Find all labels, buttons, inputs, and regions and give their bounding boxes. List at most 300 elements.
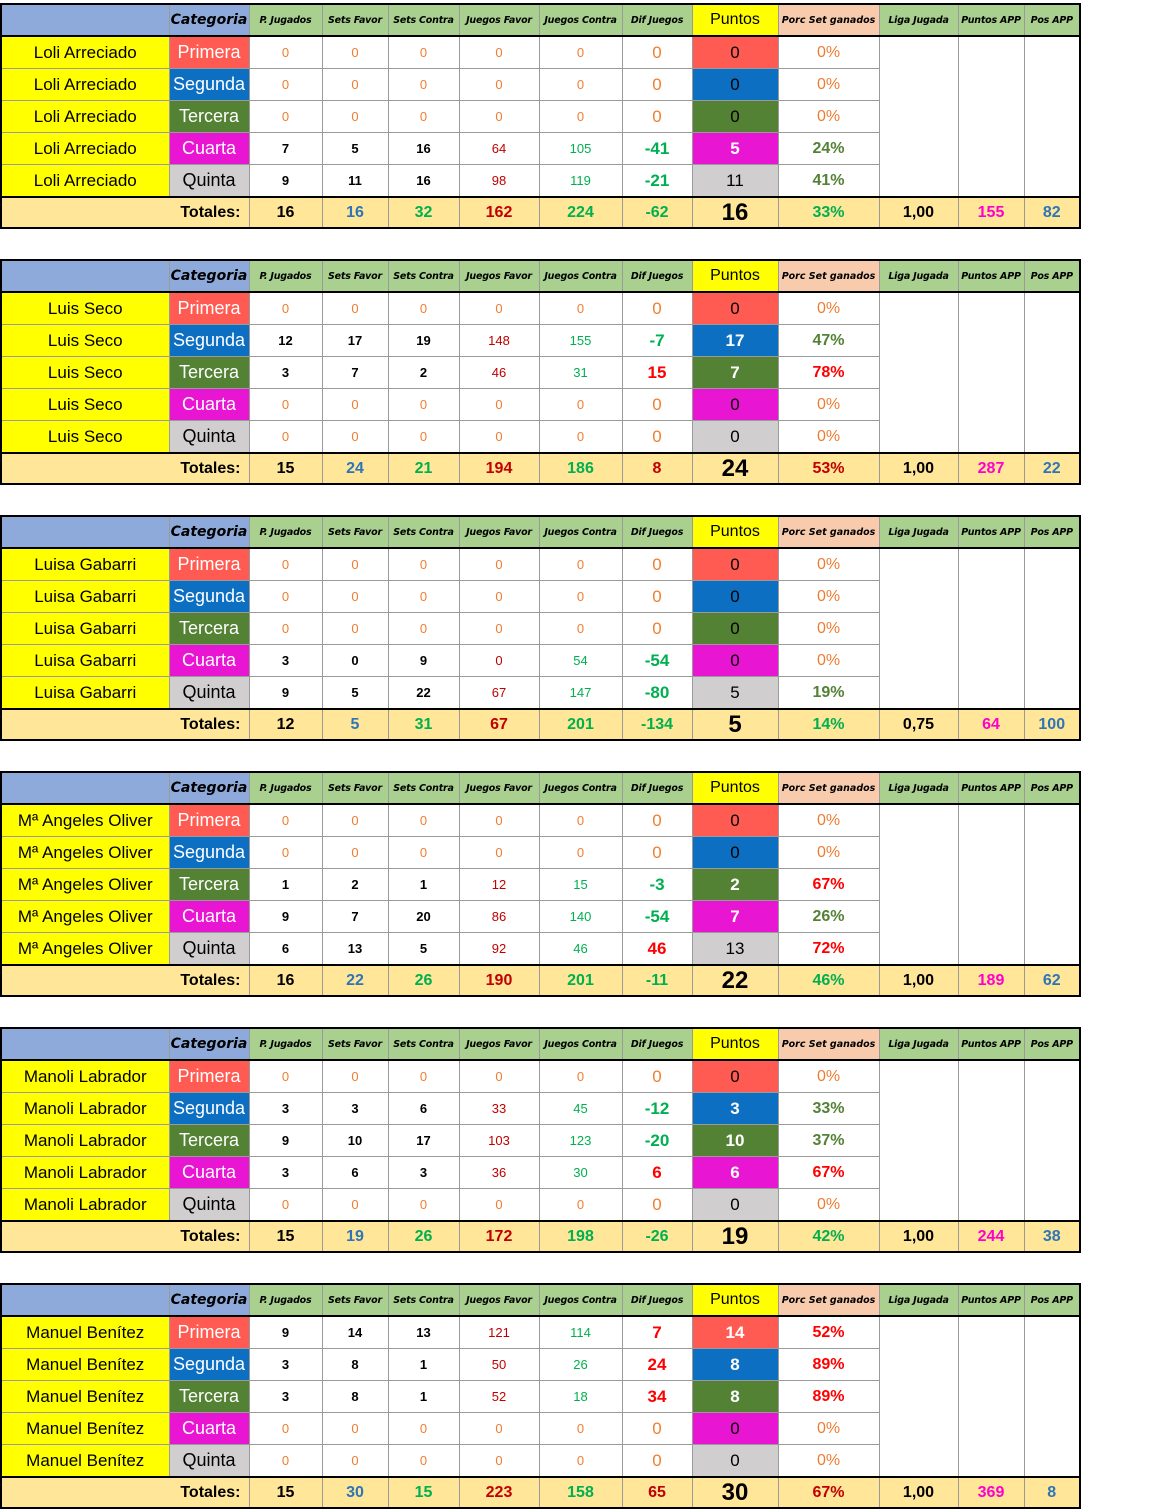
totals-label[interactable]: Totales: [1, 197, 249, 228]
juegos-contra-cell[interactable]: 0 [539, 1060, 622, 1093]
player-name-cell[interactable]: Mª Angeles Oliver [1, 869, 169, 901]
puntos-app-empty-cell[interactable] [958, 1060, 1024, 1221]
dif-juegos-cell[interactable]: 0 [622, 837, 692, 869]
header-juegos-contra[interactable]: Juegos Contra [539, 4, 622, 36]
total-liga-jugada[interactable]: 0,75 [879, 709, 958, 740]
sets-contra-cell[interactable]: 0 [388, 1445, 459, 1478]
liga-jugada-empty-cell[interactable] [879, 1060, 958, 1221]
header-juegos-contra[interactable]: Juegos Contra [539, 260, 622, 292]
player-name-cell[interactable]: Manoli Labrador [1, 1125, 169, 1157]
sets-favor-cell[interactable]: 2 [322, 869, 388, 901]
dif-juegos-cell[interactable]: -20 [622, 1125, 692, 1157]
porc-set-cell[interactable]: 0% [778, 292, 879, 325]
dif-juegos-cell[interactable]: 46 [622, 933, 692, 966]
header-puntos[interactable]: Puntos [692, 1284, 778, 1316]
dif-juegos-cell[interactable]: 0 [622, 1413, 692, 1445]
liga-jugada-empty-cell[interactable] [879, 804, 958, 965]
total-sets-favor[interactable]: 24 [322, 453, 388, 484]
puntos-cell[interactable]: 5 [692, 133, 778, 165]
player-name-cell[interactable]: Manuel Benítez [1, 1445, 169, 1478]
header-juegos-favor[interactable]: Juegos Favor [459, 772, 539, 804]
header-categoria[interactable]: Categoria [169, 4, 249, 36]
juegos-contra-cell[interactable]: 30 [539, 1157, 622, 1189]
header-blank-cell[interactable] [1, 516, 169, 548]
p-jugados-cell[interactable]: 0 [249, 1445, 322, 1478]
player-name-cell[interactable]: Manuel Benítez [1, 1316, 169, 1349]
sets-contra-cell[interactable]: 0 [388, 292, 459, 325]
sets-contra-cell[interactable]: 1 [388, 1349, 459, 1381]
juegos-favor-cell[interactable]: 36 [459, 1157, 539, 1189]
total-p-jugados[interactable]: 15 [249, 453, 322, 484]
pos-app-empty-cell[interactable] [1024, 1060, 1080, 1221]
sets-favor-cell[interactable]: 0 [322, 804, 388, 837]
header-sets-contra[interactable]: Sets Contra [388, 4, 459, 36]
juegos-favor-cell[interactable]: 0 [459, 1445, 539, 1478]
juegos-contra-cell[interactable]: 0 [539, 548, 622, 581]
dif-juegos-cell[interactable]: -54 [622, 645, 692, 677]
totals-label[interactable]: Totales: [1, 1477, 249, 1508]
juegos-contra-cell[interactable]: 123 [539, 1125, 622, 1157]
category-cell[interactable]: Segunda [169, 581, 249, 613]
juegos-contra-cell[interactable]: 0 [539, 804, 622, 837]
puntos-cell[interactable]: 5 [692, 677, 778, 710]
sets-contra-cell[interactable]: 0 [388, 36, 459, 69]
juegos-contra-cell[interactable]: 0 [539, 292, 622, 325]
total-puntos-app[interactable]: 64 [958, 709, 1024, 740]
dif-juegos-cell[interactable]: 0 [622, 421, 692, 454]
sets-contra-cell[interactable]: 0 [388, 581, 459, 613]
p-jugados-cell[interactable]: 0 [249, 1413, 322, 1445]
puntos-cell[interactable]: 0 [692, 645, 778, 677]
juegos-favor-cell[interactable]: 0 [459, 581, 539, 613]
dif-juegos-cell[interactable]: 0 [622, 292, 692, 325]
total-sets-contra[interactable]: 26 [388, 1221, 459, 1252]
p-jugados-cell[interactable]: 3 [249, 1157, 322, 1189]
juegos-contra-cell[interactable]: 0 [539, 36, 622, 69]
header-categoria[interactable]: Categoria [169, 1284, 249, 1316]
header-puntos[interactable]: Puntos [692, 516, 778, 548]
header-pos-app[interactable]: Pos APP [1024, 1284, 1080, 1316]
liga-jugada-empty-cell[interactable] [879, 36, 958, 197]
juegos-contra-cell[interactable]: 18 [539, 1381, 622, 1413]
porc-set-cell[interactable]: 67% [778, 1157, 879, 1189]
total-pos-app[interactable]: 38 [1024, 1221, 1080, 1252]
porc-set-cell[interactable]: 0% [778, 1413, 879, 1445]
sets-contra-cell[interactable]: 16 [388, 165, 459, 198]
sets-contra-cell[interactable]: 0 [388, 613, 459, 645]
sets-contra-cell[interactable]: 3 [388, 1157, 459, 1189]
p-jugados-cell[interactable]: 3 [249, 645, 322, 677]
total-juegos-contra[interactable]: 201 [539, 965, 622, 996]
header-porc-set[interactable]: Porc Set ganados [778, 4, 879, 36]
header-liga-jugada[interactable]: Liga Jugada [879, 516, 958, 548]
total-puntos-app[interactable]: 155 [958, 197, 1024, 228]
puntos-cell[interactable]: 0 [692, 1445, 778, 1478]
total-puntos[interactable]: 16 [692, 197, 778, 228]
header-juegos-contra[interactable]: Juegos Contra [539, 516, 622, 548]
category-cell[interactable]: Cuarta [169, 1413, 249, 1445]
puntos-app-empty-cell[interactable] [958, 548, 1024, 709]
juegos-favor-cell[interactable]: 0 [459, 837, 539, 869]
sets-favor-cell[interactable]: 0 [322, 421, 388, 454]
dif-juegos-cell[interactable]: 0 [622, 69, 692, 101]
sets-contra-cell[interactable]: 16 [388, 133, 459, 165]
player-name-cell[interactable]: Manuel Benítez [1, 1381, 169, 1413]
juegos-contra-cell[interactable]: 26 [539, 1349, 622, 1381]
juegos-contra-cell[interactable]: 54 [539, 645, 622, 677]
sets-favor-cell[interactable]: 3 [322, 1093, 388, 1125]
total-liga-jugada[interactable]: 1,00 [879, 1221, 958, 1252]
totals-label[interactable]: Totales: [1, 1221, 249, 1252]
puntos-cell[interactable]: 0 [692, 36, 778, 69]
juegos-contra-cell[interactable]: 119 [539, 165, 622, 198]
porc-set-cell[interactable]: 89% [778, 1381, 879, 1413]
puntos-cell[interactable]: 0 [692, 613, 778, 645]
puntos-cell[interactable]: 7 [692, 901, 778, 933]
header-sets-favor[interactable]: Sets Favor [322, 1284, 388, 1316]
dif-juegos-cell[interactable]: -21 [622, 165, 692, 198]
puntos-cell[interactable]: 0 [692, 101, 778, 133]
dif-juegos-cell[interactable]: 0 [622, 548, 692, 581]
porc-set-cell[interactable]: 0% [778, 69, 879, 101]
header-porc-set[interactable]: Porc Set ganados [778, 772, 879, 804]
category-cell[interactable]: Quinta [169, 933, 249, 966]
total-puntos-app[interactable]: 244 [958, 1221, 1024, 1252]
puntos-cell[interactable]: 17 [692, 325, 778, 357]
dif-juegos-cell[interactable]: 0 [622, 1189, 692, 1222]
header-sets-favor[interactable]: Sets Favor [322, 260, 388, 292]
header-porc-set[interactable]: Porc Set ganados [778, 260, 879, 292]
porc-set-cell[interactable]: 24% [778, 133, 879, 165]
juegos-favor-cell[interactable]: 50 [459, 1349, 539, 1381]
total-porc-set[interactable]: 14% [778, 709, 879, 740]
juegos-contra-cell[interactable]: 0 [539, 69, 622, 101]
total-sets-contra[interactable]: 32 [388, 197, 459, 228]
total-p-jugados[interactable]: 12 [249, 709, 322, 740]
header-porc-set[interactable]: Porc Set ganados [778, 1028, 879, 1060]
porc-set-cell[interactable]: 0% [778, 645, 879, 677]
player-name-cell[interactable]: Manoli Labrador [1, 1189, 169, 1222]
juegos-favor-cell[interactable]: 148 [459, 325, 539, 357]
sets-contra-cell[interactable]: 0 [388, 101, 459, 133]
juegos-contra-cell[interactable]: 0 [539, 1413, 622, 1445]
total-sets-contra[interactable]: 21 [388, 453, 459, 484]
juegos-contra-cell[interactable]: 0 [539, 101, 622, 133]
p-jugados-cell[interactable]: 0 [249, 69, 322, 101]
porc-set-cell[interactable]: 0% [778, 36, 879, 69]
juegos-favor-cell[interactable]: 98 [459, 165, 539, 198]
total-juegos-contra[interactable]: 186 [539, 453, 622, 484]
dif-juegos-cell[interactable]: -3 [622, 869, 692, 901]
p-jugados-cell[interactable]: 0 [249, 36, 322, 69]
sets-contra-cell[interactable]: 13 [388, 1316, 459, 1349]
sets-contra-cell[interactable]: 0 [388, 548, 459, 581]
p-jugados-cell[interactable]: 9 [249, 901, 322, 933]
puntos-cell[interactable]: 0 [692, 292, 778, 325]
header-liga-jugada[interactable]: Liga Jugada [879, 1284, 958, 1316]
porc-set-cell[interactable]: 0% [778, 389, 879, 421]
category-cell[interactable]: Quinta [169, 1189, 249, 1222]
juegos-contra-cell[interactable]: 46 [539, 933, 622, 966]
p-jugados-cell[interactable]: 0 [249, 389, 322, 421]
category-cell[interactable]: Primera [169, 292, 249, 325]
dif-juegos-cell[interactable]: 34 [622, 1381, 692, 1413]
total-p-jugados[interactable]: 16 [249, 965, 322, 996]
puntos-cell[interactable]: 0 [692, 389, 778, 421]
juegos-favor-cell[interactable]: 103 [459, 1125, 539, 1157]
header-p-jugados[interactable]: P. Jugados [249, 516, 322, 548]
p-jugados-cell[interactable]: 6 [249, 933, 322, 966]
total-juegos-contra[interactable]: 201 [539, 709, 622, 740]
player-name-cell[interactable]: Luis Seco [1, 325, 169, 357]
puntos-cell[interactable]: 8 [692, 1381, 778, 1413]
player-name-cell[interactable]: Loli Arreciado [1, 36, 169, 69]
total-juegos-contra[interactable]: 224 [539, 197, 622, 228]
category-cell[interactable]: Tercera [169, 1125, 249, 1157]
sets-favor-cell[interactable]: 0 [322, 1060, 388, 1093]
player-name-cell[interactable]: Luis Seco [1, 357, 169, 389]
header-juegos-favor[interactable]: Juegos Favor [459, 1028, 539, 1060]
category-cell[interactable]: Tercera [169, 1381, 249, 1413]
dif-juegos-cell[interactable]: -54 [622, 901, 692, 933]
porc-set-cell[interactable]: 0% [778, 548, 879, 581]
header-sets-contra[interactable]: Sets Contra [388, 516, 459, 548]
sets-contra-cell[interactable]: 0 [388, 837, 459, 869]
puntos-app-empty-cell[interactable] [958, 804, 1024, 965]
p-jugados-cell[interactable]: 0 [249, 804, 322, 837]
header-juegos-contra[interactable]: Juegos Contra [539, 772, 622, 804]
p-jugados-cell[interactable]: 0 [249, 421, 322, 454]
sets-favor-cell[interactable]: 0 [322, 389, 388, 421]
total-porc-set[interactable]: 53% [778, 453, 879, 484]
header-liga-jugada[interactable]: Liga Jugada [879, 260, 958, 292]
category-cell[interactable]: Tercera [169, 357, 249, 389]
header-puntos-app[interactable]: Puntos APP [958, 516, 1024, 548]
total-juegos-favor[interactable]: 162 [459, 197, 539, 228]
header-puntos[interactable]: Puntos [692, 4, 778, 36]
header-puntos-app[interactable]: Puntos APP [958, 1028, 1024, 1060]
juegos-favor-cell[interactable]: 0 [459, 389, 539, 421]
sets-favor-cell[interactable]: 0 [322, 645, 388, 677]
pos-app-empty-cell[interactable] [1024, 548, 1080, 709]
puntos-cell[interactable]: 2 [692, 869, 778, 901]
total-sets-favor[interactable]: 16 [322, 197, 388, 228]
player-name-cell[interactable]: Mª Angeles Oliver [1, 933, 169, 966]
total-liga-jugada[interactable]: 1,00 [879, 197, 958, 228]
player-name-cell[interactable]: Loli Arreciado [1, 133, 169, 165]
player-name-cell[interactable]: Mª Angeles Oliver [1, 837, 169, 869]
total-puntos[interactable]: 30 [692, 1477, 778, 1508]
header-puntos-app[interactable]: Puntos APP [958, 260, 1024, 292]
sets-favor-cell[interactable]: 0 [322, 581, 388, 613]
header-puntos-app[interactable]: Puntos APP [958, 1284, 1024, 1316]
header-dif-juegos[interactable]: Dif Juegos [622, 1028, 692, 1060]
total-p-jugados[interactable]: 15 [249, 1477, 322, 1508]
dif-juegos-cell[interactable]: 0 [622, 1060, 692, 1093]
p-jugados-cell[interactable]: 12 [249, 325, 322, 357]
total-liga-jugada[interactable]: 1,00 [879, 1477, 958, 1508]
sets-favor-cell[interactable]: 0 [322, 1413, 388, 1445]
header-puntos-app[interactable]: Puntos APP [958, 4, 1024, 36]
header-pos-app[interactable]: Pos APP [1024, 260, 1080, 292]
total-porc-set[interactable]: 42% [778, 1221, 879, 1252]
sets-contra-cell[interactable]: 5 [388, 933, 459, 966]
porc-set-cell[interactable]: 78% [778, 357, 879, 389]
header-categoria[interactable]: Categoria [169, 1028, 249, 1060]
liga-jugada-empty-cell[interactable] [879, 548, 958, 709]
category-cell[interactable]: Primera [169, 804, 249, 837]
category-cell[interactable]: Segunda [169, 837, 249, 869]
porc-set-cell[interactable]: 0% [778, 101, 879, 133]
header-sets-contra[interactable]: Sets Contra [388, 260, 459, 292]
total-sets-favor[interactable]: 5 [322, 709, 388, 740]
juegos-contra-cell[interactable]: 147 [539, 677, 622, 710]
player-name-cell[interactable]: Manoli Labrador [1, 1157, 169, 1189]
puntos-cell[interactable]: 14 [692, 1316, 778, 1349]
category-cell[interactable]: Quinta [169, 421, 249, 454]
juegos-contra-cell[interactable]: 15 [539, 869, 622, 901]
juegos-contra-cell[interactable]: 155 [539, 325, 622, 357]
category-cell[interactable]: Quinta [169, 1445, 249, 1478]
total-dif-juegos[interactable]: 65 [622, 1477, 692, 1508]
p-jugados-cell[interactable]: 1 [249, 869, 322, 901]
juegos-contra-cell[interactable]: 0 [539, 1445, 622, 1478]
total-pos-app[interactable]: 8 [1024, 1477, 1080, 1508]
p-jugados-cell[interactable]: 9 [249, 1125, 322, 1157]
puntos-cell[interactable]: 11 [692, 165, 778, 198]
totals-label[interactable]: Totales: [1, 965, 249, 996]
sets-contra-cell[interactable]: 20 [388, 901, 459, 933]
header-sets-contra[interactable]: Sets Contra [388, 772, 459, 804]
header-pos-app[interactable]: Pos APP [1024, 516, 1080, 548]
total-puntos-app[interactable]: 369 [958, 1477, 1024, 1508]
juegos-favor-cell[interactable]: 0 [459, 1060, 539, 1093]
player-name-cell[interactable]: Loli Arreciado [1, 101, 169, 133]
juegos-favor-cell[interactable]: 0 [459, 613, 539, 645]
sets-favor-cell[interactable]: 0 [322, 1189, 388, 1222]
dif-juegos-cell[interactable]: 6 [622, 1157, 692, 1189]
puntos-cell[interactable]: 6 [692, 1157, 778, 1189]
header-blank-cell[interactable] [1, 260, 169, 292]
sets-contra-cell[interactable]: 22 [388, 677, 459, 710]
sets-favor-cell[interactable]: 14 [322, 1316, 388, 1349]
total-sets-contra[interactable]: 31 [388, 709, 459, 740]
total-juegos-favor[interactable]: 190 [459, 965, 539, 996]
juegos-favor-cell[interactable]: 33 [459, 1093, 539, 1125]
pos-app-empty-cell[interactable] [1024, 36, 1080, 197]
sets-favor-cell[interactable]: 0 [322, 613, 388, 645]
p-jugados-cell[interactable]: 3 [249, 1381, 322, 1413]
pos-app-empty-cell[interactable] [1024, 292, 1080, 453]
total-sets-favor[interactable]: 19 [322, 1221, 388, 1252]
pos-app-empty-cell[interactable] [1024, 804, 1080, 965]
category-cell[interactable]: Primera [169, 548, 249, 581]
sets-favor-cell[interactable]: 7 [322, 357, 388, 389]
dif-juegos-cell[interactable]: 24 [622, 1349, 692, 1381]
total-porc-set[interactable]: 46% [778, 965, 879, 996]
juegos-contra-cell[interactable]: 105 [539, 133, 622, 165]
sets-contra-cell[interactable]: 2 [388, 357, 459, 389]
player-name-cell[interactable]: Luisa Gabarri [1, 677, 169, 710]
juegos-favor-cell[interactable]: 64 [459, 133, 539, 165]
sets-favor-cell[interactable]: 5 [322, 677, 388, 710]
juegos-contra-cell[interactable]: 45 [539, 1093, 622, 1125]
juegos-favor-cell[interactable]: 0 [459, 1189, 539, 1222]
sets-favor-cell[interactable]: 0 [322, 1445, 388, 1478]
juegos-favor-cell[interactable]: 0 [459, 804, 539, 837]
header-puntos-app[interactable]: Puntos APP [958, 772, 1024, 804]
porc-set-cell[interactable]: 0% [778, 581, 879, 613]
juegos-favor-cell[interactable]: 52 [459, 1381, 539, 1413]
category-cell[interactable]: Cuarta [169, 645, 249, 677]
header-puntos[interactable]: Puntos [692, 1028, 778, 1060]
header-juegos-favor[interactable]: Juegos Favor [459, 516, 539, 548]
juegos-favor-cell[interactable]: 0 [459, 101, 539, 133]
dif-juegos-cell[interactable]: -80 [622, 677, 692, 710]
header-sets-contra[interactable]: Sets Contra [388, 1284, 459, 1316]
puntos-cell[interactable]: 0 [692, 1060, 778, 1093]
header-puntos[interactable]: Puntos [692, 260, 778, 292]
juegos-favor-cell[interactable]: 46 [459, 357, 539, 389]
category-cell[interactable]: Quinta [169, 677, 249, 710]
total-dif-juegos[interactable]: -26 [622, 1221, 692, 1252]
porc-set-cell[interactable]: 0% [778, 613, 879, 645]
p-jugados-cell[interactable]: 0 [249, 837, 322, 869]
category-cell[interactable]: Segunda [169, 1349, 249, 1381]
juegos-favor-cell[interactable]: 0 [459, 548, 539, 581]
header-sets-favor[interactable]: Sets Favor [322, 4, 388, 36]
puntos-cell[interactable]: 0 [692, 1413, 778, 1445]
dif-juegos-cell[interactable]: -7 [622, 325, 692, 357]
juegos-contra-cell[interactable]: 140 [539, 901, 622, 933]
p-jugados-cell[interactable]: 0 [249, 581, 322, 613]
total-sets-contra[interactable]: 15 [388, 1477, 459, 1508]
header-p-jugados[interactable]: P. Jugados [249, 4, 322, 36]
sets-favor-cell[interactable]: 7 [322, 901, 388, 933]
p-jugados-cell[interactable]: 0 [249, 1060, 322, 1093]
header-dif-juegos[interactable]: Dif Juegos [622, 516, 692, 548]
p-jugados-cell[interactable]: 0 [249, 548, 322, 581]
puntos-cell[interactable]: 0 [692, 837, 778, 869]
header-categoria[interactable]: Categoria [169, 772, 249, 804]
player-name-cell[interactable]: Manoli Labrador [1, 1093, 169, 1125]
juegos-favor-cell[interactable]: 0 [459, 292, 539, 325]
player-name-cell[interactable]: Luisa Gabarri [1, 581, 169, 613]
sets-favor-cell[interactable]: 11 [322, 165, 388, 198]
category-cell[interactable]: Segunda [169, 69, 249, 101]
total-p-jugados[interactable]: 15 [249, 1221, 322, 1252]
dif-juegos-cell[interactable]: -12 [622, 1093, 692, 1125]
sets-favor-cell[interactable]: 0 [322, 36, 388, 69]
puntos-cell[interactable]: 0 [692, 69, 778, 101]
total-juegos-favor[interactable]: 67 [459, 709, 539, 740]
puntos-app-empty-cell[interactable] [958, 36, 1024, 197]
header-juegos-favor[interactable]: Juegos Favor [459, 260, 539, 292]
sets-favor-cell[interactable]: 0 [322, 69, 388, 101]
sets-favor-cell[interactable]: 0 [322, 101, 388, 133]
sets-favor-cell[interactable]: 10 [322, 1125, 388, 1157]
total-juegos-favor[interactable]: 172 [459, 1221, 539, 1252]
total-juegos-contra[interactable]: 198 [539, 1221, 622, 1252]
sets-contra-cell[interactable]: 1 [388, 1381, 459, 1413]
p-jugados-cell[interactable]: 7 [249, 133, 322, 165]
category-cell[interactable]: Tercera [169, 869, 249, 901]
player-name-cell[interactable]: Luis Seco [1, 292, 169, 325]
sets-favor-cell[interactable]: 8 [322, 1349, 388, 1381]
sets-contra-cell[interactable]: 0 [388, 1413, 459, 1445]
header-p-jugados[interactable]: P. Jugados [249, 1284, 322, 1316]
total-p-jugados[interactable]: 16 [249, 197, 322, 228]
